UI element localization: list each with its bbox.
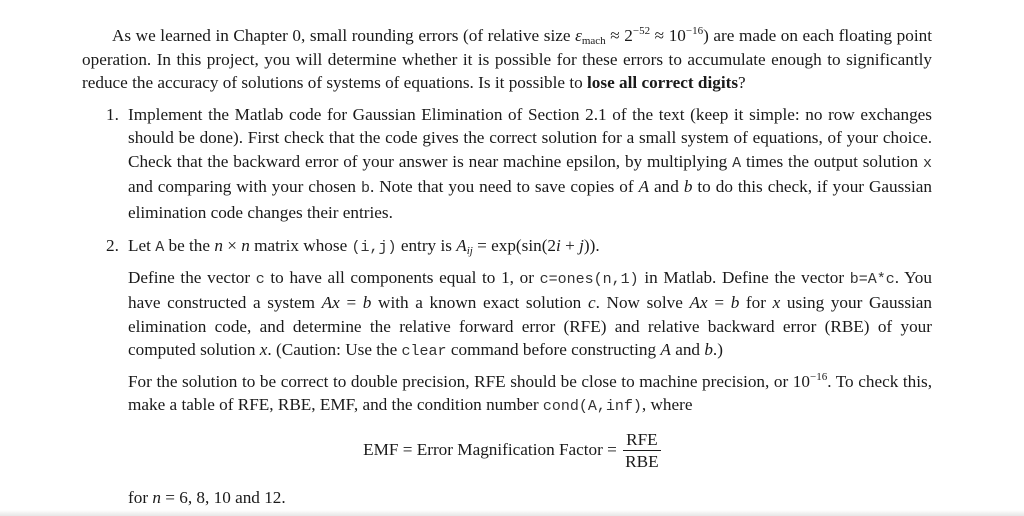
item-text: to have all components equal to 1, or xyxy=(264,267,540,287)
item-text: using your Gaussian elimination code, and determine the relative forward error (RFE) and relative backward error (RBE) of your computed solution xyxy=(128,293,932,359)
item-text: For the solution to be correct to double precision, RFE should be close to machine precision, or 10 xyxy=(128,371,810,391)
item-text: entry is xyxy=(396,236,457,255)
item-number: 2. xyxy=(106,236,119,255)
math-var: b xyxy=(704,340,713,359)
item-text: = exp(sin(2 xyxy=(472,236,557,255)
math-var: i xyxy=(556,236,561,255)
code-inline: clear xyxy=(401,343,447,360)
item-text: . To check this, make a table of RFE, RBE, EMF, and the condition number xyxy=(128,371,932,414)
item-text: . You have constructed a system xyxy=(128,267,932,312)
epsilon-symbol: ε xyxy=(575,26,582,45)
code-inline: A xyxy=(155,239,165,256)
math-var: j xyxy=(579,236,584,255)
item-text: matrix whose xyxy=(249,236,352,255)
task-list xyxy=(82,103,932,510)
item-paragraph xyxy=(128,486,932,510)
item-text: Let xyxy=(128,236,156,255)
item-text: Define the vector xyxy=(128,267,256,287)
code-inline: c xyxy=(255,270,265,288)
item-number: 1. xyxy=(106,104,119,124)
math-var: n xyxy=(152,487,161,507)
list-item xyxy=(82,234,932,509)
item-text: be the xyxy=(164,236,215,255)
math-var: Ax xyxy=(689,293,708,312)
math-var: A xyxy=(638,177,650,196)
intro-text: ≈ 2 xyxy=(605,26,633,45)
fraction xyxy=(623,429,661,472)
item-text: .) xyxy=(712,340,723,359)
fraction-denominator: RBE xyxy=(625,451,659,471)
item-text: Implement the Matlab code for Gaussian Elimination of Section 2.1 of the text (keep it simple: no row exchanges should be done). First check that the code gives the correct solution for a small system of equations, of your choice. Check that the backward error of your answer is near machine epsilon, by multiplying xyxy=(128,104,932,171)
math-var: b xyxy=(730,293,740,312)
item-text: = xyxy=(707,293,731,312)
item-text: with a known exact solution xyxy=(371,293,588,312)
intro-text: As we learned in Chapter 0, small rounding errors (of relative size xyxy=(112,26,576,45)
epsilon-subscript: mach xyxy=(581,35,606,47)
item-text: in Matlab. Define the vector xyxy=(638,267,850,287)
document-page xyxy=(82,24,932,509)
intro-text: ≈ 10 xyxy=(650,26,686,45)
item-text: )). xyxy=(583,236,600,255)
intro-paragraph xyxy=(82,24,932,95)
math-var: A xyxy=(660,340,671,359)
item-text: and comparing with your chosen xyxy=(128,177,361,196)
item-text: = xyxy=(339,293,363,312)
item-text: = 6, 8, 10 and 12. xyxy=(160,487,286,507)
math-var: n xyxy=(241,236,250,255)
math-var: c xyxy=(587,293,596,312)
math-var: Ax xyxy=(321,293,340,312)
item-text: command before constructing xyxy=(446,340,661,359)
math-subscript: ij xyxy=(466,245,473,257)
math-var: x xyxy=(772,293,781,312)
exponent: −16 xyxy=(685,25,704,37)
page-bottom-edge xyxy=(0,510,1024,516)
code-inline: b xyxy=(360,180,370,197)
math-var: b xyxy=(683,177,693,196)
code-inline: (i,j) xyxy=(351,239,397,256)
list-item xyxy=(82,103,932,225)
item-text: . Note that you need to save copies of xyxy=(369,177,639,196)
math-var: n xyxy=(214,236,223,255)
item-text: for xyxy=(128,487,153,507)
code-inline: x xyxy=(922,154,932,172)
code-inline: b=A*c xyxy=(849,270,895,288)
item-text: × xyxy=(222,236,242,255)
math-var: b xyxy=(362,293,372,312)
intro-text: ? xyxy=(738,73,746,92)
code-inline: c=ones(n,1) xyxy=(539,270,639,288)
equation-lhs: EMF = Error Magnification Factor = xyxy=(363,440,617,460)
item-text: times the output solution xyxy=(741,151,923,171)
item-paragraph xyxy=(128,266,932,364)
math-var: x xyxy=(259,340,268,359)
emf-equation xyxy=(92,429,932,472)
item-text: , where xyxy=(641,395,693,414)
item-text: and xyxy=(649,177,684,196)
item-text: + xyxy=(560,236,580,255)
item-text: . (Caution: Use the xyxy=(267,340,402,359)
item-text: for xyxy=(739,293,773,312)
exponent: −52 xyxy=(632,25,651,37)
item-paragraph xyxy=(128,103,932,225)
item-text: . Now solve xyxy=(595,293,690,312)
exponent: −16 xyxy=(809,370,828,383)
math-var: A xyxy=(456,236,467,255)
fraction-numerator: RFE xyxy=(626,429,658,449)
item-paragraph xyxy=(128,370,932,419)
item-text: and xyxy=(670,340,705,359)
item-text: to do this check, if your Gaussian elimination code changes their entries. xyxy=(128,177,932,222)
item-paragraph xyxy=(128,234,932,260)
intro-bold-question: lose all correct digits xyxy=(587,73,739,92)
code-inline: cond(A,inf) xyxy=(542,398,642,415)
intro-text: ) are made on each floating point operation. In this project, you will determine whether it is possible for these errors to accumulate enough to significantly reduce the accuracy of solutions of systems of equations. Is it possible to xyxy=(82,26,932,92)
code-inline: A xyxy=(732,154,742,172)
